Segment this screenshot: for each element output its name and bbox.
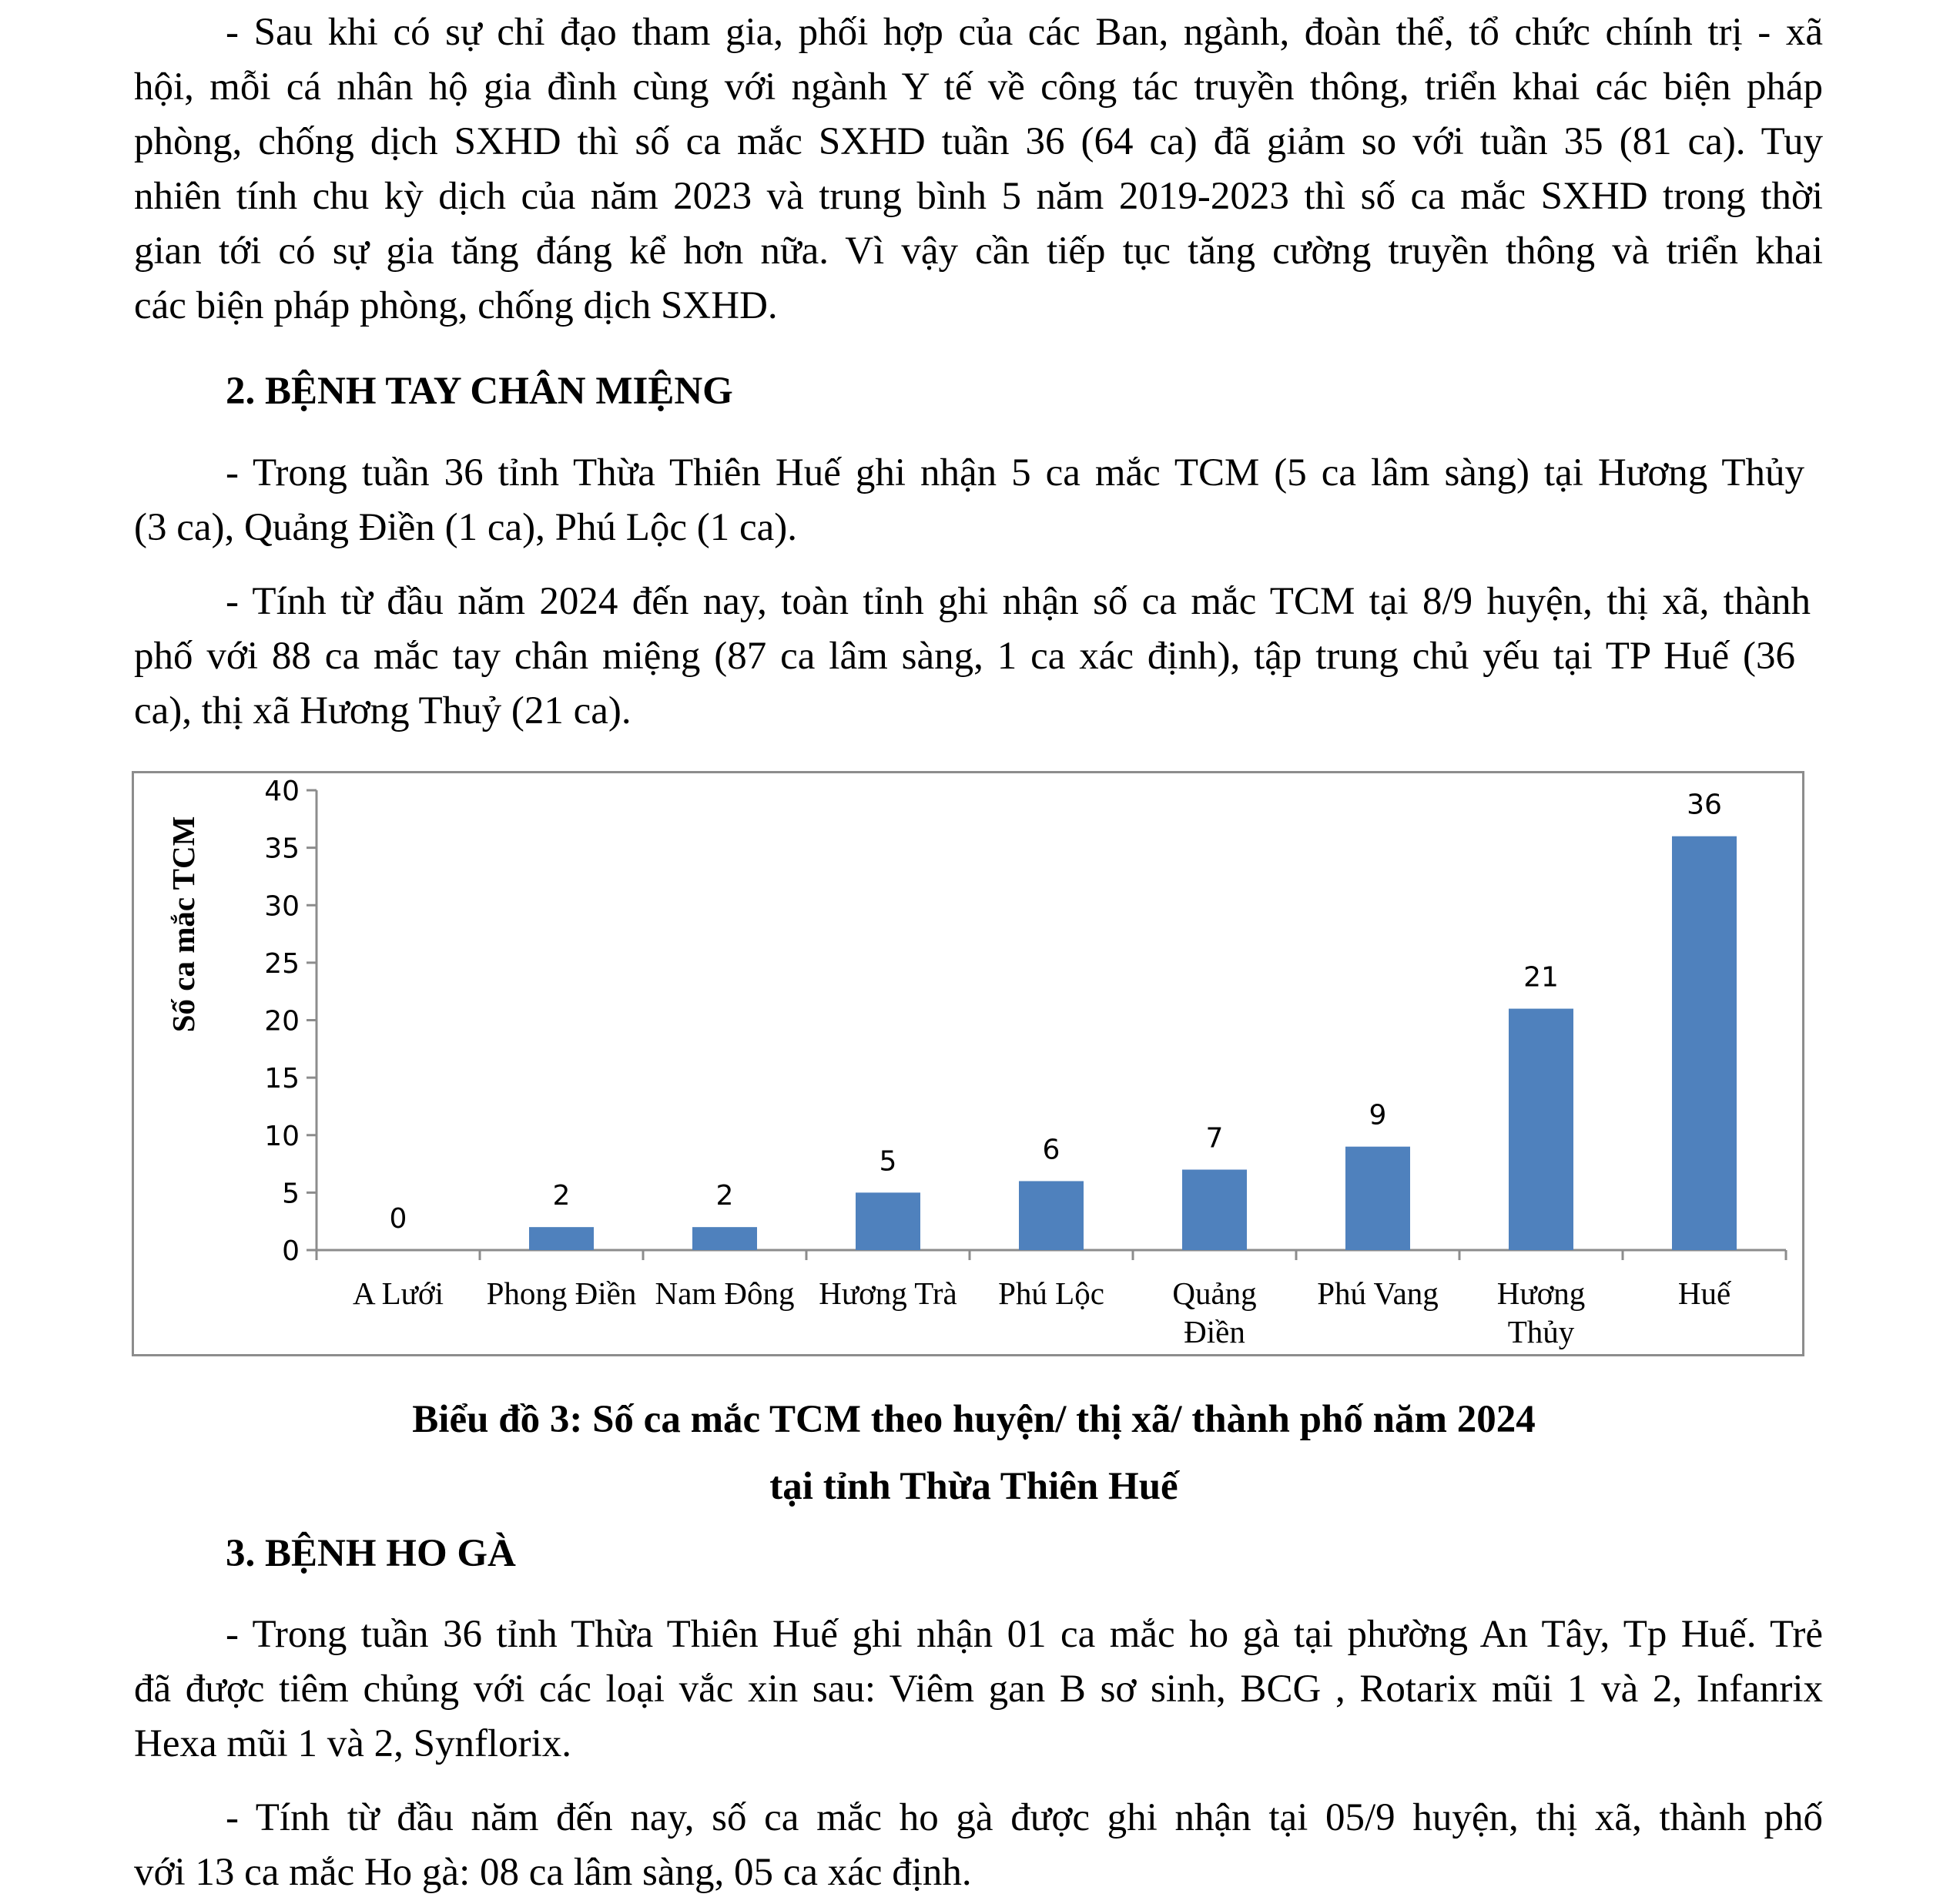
- data-label: 2: [715, 1180, 734, 1212]
- x-category-label-line: Phong Điền: [486, 1276, 637, 1311]
- data-label: 0: [389, 1203, 407, 1235]
- y-tick-label: 40: [264, 776, 300, 807]
- y-axis-title: Số ca mắc TCM: [166, 816, 201, 1033]
- y-tick-label: 10: [264, 1120, 300, 1152]
- y-tick-label: 20: [264, 1005, 300, 1038]
- chart-caption-line-1: [0, 1400, 1954, 1440]
- x-category-label-line: Quảng: [1172, 1276, 1257, 1311]
- paragraph-line: - Trong tuần 36 tỉnh Thừa Thiên Huế ghi nhận 5 ca mắc TCM (5 ca lâm sàng) tại Hương Thủy: [226, 451, 1804, 494]
- caption-text: tại tỉnh Thừa Thiên Huế: [769, 1465, 1178, 1508]
- x-category-label-line: Hương Trà: [819, 1276, 957, 1311]
- paragraph-line: - Trong tuần 36 tỉnh Thừa Thiên Huế ghi nhận 01 ca mắc ho gà tại phường An Tây, Tp Huế. Trẻ: [226, 1613, 1823, 1656]
- intro-line: phòng, chống dịch SXHD thì số ca mắc SXHD tuần 36 (64 ca) đã giảm so với tuần 35 (81 ca). Tuy: [134, 120, 1823, 163]
- chart-caption-line-2: [0, 1467, 1954, 1507]
- chart-frame: [132, 771, 1804, 1356]
- paragraph-line: với 13 ca mắc Ho gà: 08 ca lâm sàng, 05 ca xác định.: [134, 1851, 972, 1894]
- paragraph-line: - Tính từ đầu năm đến nay, số ca mắc ho gà được ghi nhận tại 05/9 huyện, thị xã, thành phố: [226, 1796, 1823, 1839]
- x-category-label-line: Điền: [1184, 1314, 1245, 1349]
- x-category-label-line: Nam Đông: [655, 1276, 795, 1311]
- intro-line: các biện pháp phòng, chống dịch SXHD.: [134, 284, 778, 327]
- paragraph-line: ca), thị xã Hương Thuỷ (21 ca).: [134, 689, 632, 732]
- caption-text: Biểu đồ 3: Số ca mắc TCM theo huyện/ thị xã/ thành phố năm 2024: [412, 1398, 1536, 1441]
- data-label: 2: [552, 1180, 571, 1212]
- data-label: 5: [879, 1145, 897, 1178]
- x-category-label-line: Hương: [1496, 1276, 1586, 1311]
- paragraph-line: phố với 88 ca mắc tay chân miệng (87 ca lâm sàng, 1 ca xác định), tập trung chủ yếu tại TP Huế (36: [134, 635, 1795, 678]
- paragraph-line: Hexa mũi 1 và 2, Synflorix.: [134, 1722, 571, 1765]
- x-category-label-line: A Lưới: [353, 1276, 444, 1311]
- section-heading-hfmd: 2. BỆNH TAY CHÂN MIỆNG: [226, 370, 733, 413]
- y-tick-label: 35: [264, 833, 300, 865]
- y-tick-label: 30: [264, 890, 300, 923]
- y-tick-label: 15: [264, 1063, 300, 1095]
- y-tick-label: 0: [282, 1235, 300, 1267]
- data-label: 6: [1042, 1134, 1060, 1166]
- data-label: 21: [1523, 961, 1559, 994]
- data-label: 7: [1205, 1122, 1224, 1155]
- intro-line: - Sau khi có sự chỉ đạo tham gia, phối hợp của các Ban, ngành, đoàn thể, tổ chức chính trị - xã: [226, 11, 1823, 54]
- x-category-label-line: Huế: [1677, 1276, 1731, 1311]
- x-category-label-line: Phú Lộc: [998, 1276, 1104, 1311]
- x-category-label-line: Thủy: [1507, 1314, 1575, 1349]
- paragraph-line: đã được tiêm chủng với các loại vắc xin sau: Viêm gan B sơ sinh, BCG , Rotarix mũi 1 và 2, Infanrix: [134, 1668, 1823, 1711]
- intro-line: nhiên tính chu kỳ dịch của năm 2023 và trung bình 5 năm 2019-2023 thì số ca mắc SXHD trong thời: [134, 175, 1823, 218]
- data-label: 36: [1687, 789, 1722, 821]
- section-heading-pertussis: 3. BỆNH HO GÀ: [226, 1532, 516, 1575]
- paragraph-line: - Tính từ đầu năm 2024 đến nay, toàn tỉnh ghi nhận số ca mắc TCM tại 8/9 huyện, thị xã, thành: [226, 580, 1811, 623]
- intro-line: gian tới có sự gia tăng đáng kể hơn nữa. Vì vậy cần tiếp tục tăng cường truyền thông và triển khai: [134, 230, 1823, 273]
- data-label: 9: [1369, 1099, 1387, 1131]
- x-category-label-line: Phú Vang: [1317, 1276, 1439, 1311]
- y-tick-label: 25: [264, 947, 300, 980]
- intro-line: hội, mỗi cá nhân hộ gia đình cùng với ngành Y tế về công tác truyền thông, triển khai các biện pháp: [134, 65, 1823, 109]
- y-tick-label: 5: [282, 1178, 300, 1210]
- paragraph-line: (3 ca), Quảng Điền (1 ca), Phú Lộc (1 ca).: [134, 506, 797, 549]
